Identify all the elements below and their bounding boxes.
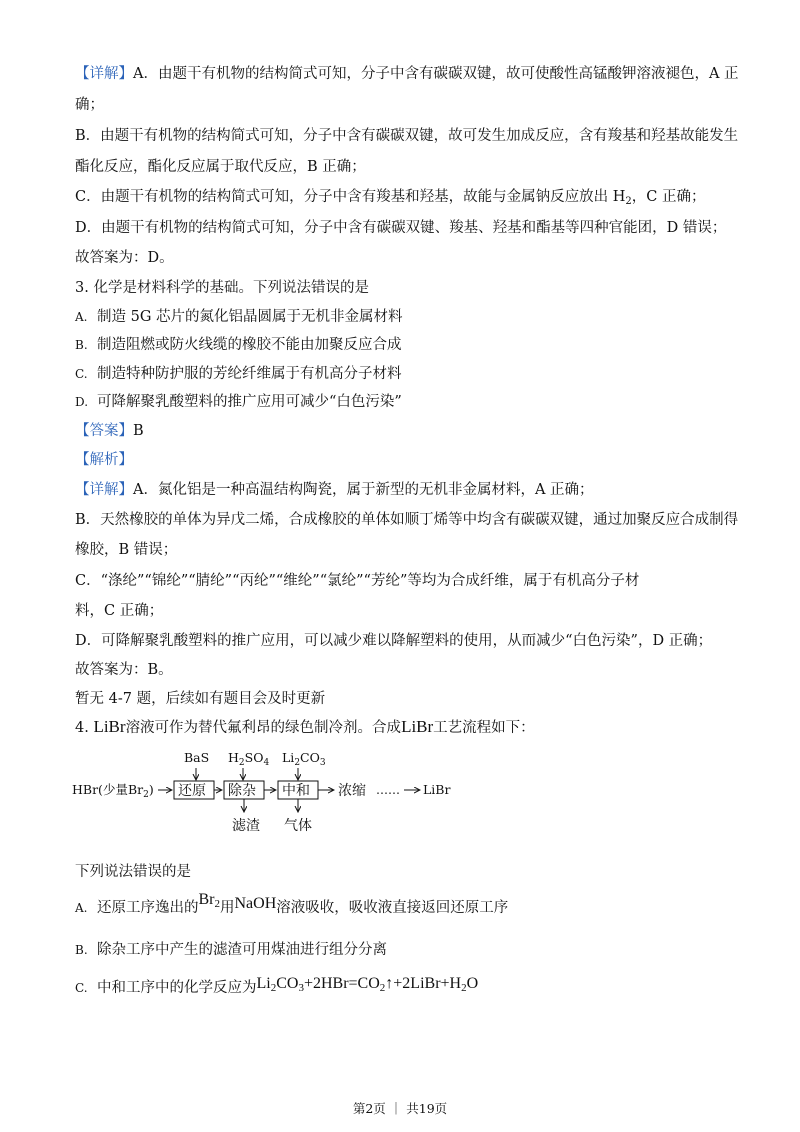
q3-analysis-tag: 【解析】 bbox=[75, 452, 133, 468]
q4-ask: 下列说法错误的是 bbox=[75, 864, 191, 880]
q4-option-b: B. 除杂工序中产生的滤渣可用煤油进行组分分离 bbox=[75, 942, 387, 958]
reagent-li2co3: $Li_2CO_3$ bbox=[282, 750, 326, 768]
detail-line-b-cont: 酯化反应，酯化反应属于取代反应，B 正确； bbox=[75, 159, 366, 175]
q3-option-b: B. 制造阻燃或防火线缆的橡胶不能由加聚反应合成 bbox=[75, 337, 402, 353]
q3-detail-c-cont: 料，C 正确； bbox=[75, 603, 164, 619]
q3-answer: 【答案】B bbox=[75, 423, 144, 439]
step-concentrate: 浓缩 bbox=[338, 783, 366, 799]
output-gas: 气体 bbox=[284, 818, 312, 834]
q3-detail-d: D．可降解聚乳酸塑料的推广应用，可以减少难以降解塑料的使用，从而减少“白色污染”，D 正确； bbox=[75, 633, 713, 649]
reagent-bas: BaS bbox=[184, 750, 210, 765]
q3-option-c: C. 制造特种防护服的芳纶纤维属于有机高分子材料 bbox=[75, 366, 402, 382]
q3-detail-c: C．“涤纶”“锦纶”“腈纶”“丙纶”“维纶”“氯纶”“芳纶”等均为合成纤维，属于有机高分子材 bbox=[75, 573, 640, 589]
q4-option-a: A. 还原工序逸出的$Br_2$用NaOH溶液吸收，吸收液直接返回还原工序 bbox=[75, 891, 509, 916]
q3-option-a: A. 制造 5G 芯片的氮化铝晶圆属于无机非金属材料 bbox=[75, 309, 403, 325]
detail-tag: 【详解】 bbox=[75, 66, 133, 82]
output-residue: 滤渣 bbox=[232, 818, 260, 834]
detail-line-a: 【详解】A．由题干有机物的结构简式可知，分子中含有碳碳双键，故可使酸性高锰酸钾溶液褪色，A 正 bbox=[75, 66, 739, 82]
q3-answer-line: 故答案为：B。 bbox=[75, 662, 173, 678]
reagent-h2so4: $H_2SO_4$ bbox=[228, 750, 270, 768]
q3-detail-a: 【详解】A．氮化铝是一种高温结构陶瓷，属于新型的无机非金属材料，A 正确； bbox=[75, 482, 594, 498]
detail-line-d: D．由题干有机物的结构简式可知，分子中含有碳碳双键、羧基、羟基和酯基等四种官能团，D 错误； bbox=[75, 220, 727, 236]
detail-line-c: C．由题干有机物的结构简式可知，分子中含有羧基和羟基，故能与金属钠反应放出 $H_2$，C 正确； bbox=[75, 189, 706, 207]
q4-stem: 4. LiBr溶液可作为替代氟利昂的绿色制冷剂。合成LiBr工艺流程如下： bbox=[75, 717, 535, 736]
reaction-equation: $Li_2CO_3+2HBr=CO_2↑+2LiBr+H_2O$ bbox=[256, 975, 479, 994]
step-neutralize: 中和 bbox=[282, 783, 310, 799]
detail-line-b: B．由题干有机物的结构简式可知，分子中含有碳碳双键，故可发生加成反应，含有羧基和羟基故能发生 bbox=[75, 128, 739, 144]
q3-option-d: D. 可降解聚乳酸塑料的推广应用可减少“白色污染” bbox=[75, 394, 402, 410]
process-flow-diagram bbox=[72, 748, 492, 840]
step-reduce: 还原 bbox=[178, 783, 206, 799]
flow-input: HBr(少量$Br_2$) bbox=[72, 782, 154, 800]
flow-dots: …… bbox=[376, 783, 400, 797]
step-purify: 除杂 bbox=[228, 783, 256, 799]
q3-stem: 3. 化学是材料科学的基础。下列说法错误的是 bbox=[75, 280, 369, 296]
q3-detail-b-cont: 橡胶，B 错误； bbox=[75, 542, 178, 558]
page-footer: 第2页 ｜ 共19页 bbox=[352, 1101, 448, 1116]
flow-product: LiBr bbox=[423, 782, 451, 797]
detail-line-a-cont: 确； bbox=[75, 97, 104, 113]
answer-line: 故答案为：D。 bbox=[75, 250, 174, 266]
notice-line: 暂无 4-7 题，后续如有题目会及时更新 bbox=[75, 691, 326, 707]
q4-option-c: C. 中和工序中的化学反应为$Li_2CO_3+2HBr=CO_2↑+2LiBr+H_2O$ bbox=[75, 975, 479, 996]
q3-detail-b: B．天然橡胶的单体为异戊二烯，合成橡胶的单体如顺丁烯等中均含有碳碳双键，通过加聚反应合成制得 bbox=[75, 512, 739, 528]
